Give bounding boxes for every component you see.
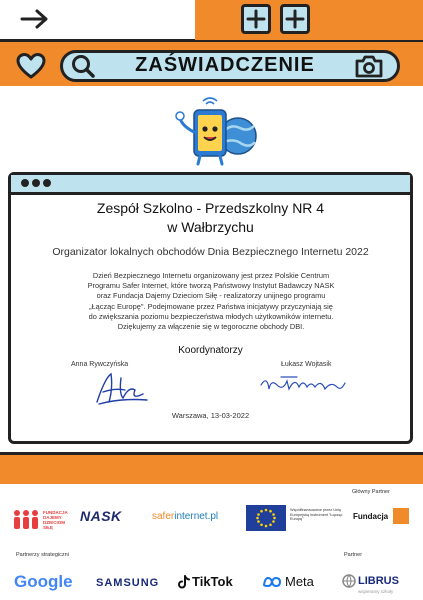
signature-1 [91, 368, 151, 408]
fundacja-line: SIŁĘ [43, 525, 54, 530]
orange-brand-square [393, 508, 409, 524]
internet-text: internet.pl [174, 511, 219, 522]
nask-logo: NASK [80, 508, 122, 524]
page-title: ZAŚWIADCZENIE [135, 54, 315, 76]
body-line: Dzień Bezpiecznego Internetu organizowany jest przez Polskie Centrum [92, 271, 330, 280]
coordinators-title: Koordynatorzy [178, 345, 243, 356]
partner-label: Partner [344, 552, 363, 558]
tablet-mascot-illustration [170, 96, 260, 168]
meta-text: Meta [285, 574, 314, 589]
body-line: do zwiększania poziomu bezpieczeństwa młodych użytkowników internetu. [88, 311, 334, 321]
librus-text: LIBRUS [358, 575, 399, 587]
certificate-window [8, 172, 413, 444]
fundacja-dajemy-dzieciom-sile-logo [12, 506, 72, 534]
new-tab-button[interactable] [241, 4, 271, 34]
meta-infinity-icon [262, 576, 282, 588]
heart-icon[interactable] [16, 52, 46, 80]
window-dot-icon [21, 179, 29, 187]
plus-icon [283, 7, 307, 31]
fundacja-line: DZIECIOM [43, 520, 65, 525]
eu-flag-icon [246, 505, 286, 531]
tab-strip [0, 0, 423, 42]
fundacja-text [43, 510, 68, 530]
organizer-line: Organizator lokalnych obchodów Dnia Bezpiecznego Internetu 2022 [52, 246, 369, 258]
tiktok-text: TikTok [192, 574, 233, 589]
fundacja-orange-logo: Fundacja [353, 512, 389, 521]
strategic-partners-label: Partnerzy strategiczni [16, 552, 69, 558]
place-and-date: Warszawa, 13-03-2022 [171, 411, 250, 420]
camera-icon[interactable] [354, 53, 384, 79]
meta-logo [262, 574, 314, 589]
fundacja-line: DAJEMY [43, 515, 62, 520]
school-name-line-2: w Wałbrzychu [167, 219, 254, 235]
body-line: oraz Fundacja Dajemy Dzieciom Siłę - realizatorzy unijnego programu [96, 291, 326, 301]
bottom-orange-bar [0, 452, 423, 484]
samsung-logo: SAMSUNG [96, 577, 160, 589]
body-line: „Łącząc Europę". Podejmowane przez Państwa inicjatywy przyczyniają się [89, 301, 333, 311]
tiktok-logo [178, 574, 233, 589]
coordinator-name-2: Łukasz Wojtasik [281, 361, 332, 368]
librus-globe-icon [342, 574, 356, 588]
window-dot-icon [43, 179, 51, 187]
window-dot-icon [32, 179, 40, 187]
google-logo [14, 572, 73, 592]
school-name-line-1: Zespół Szkolno - Przedszkolny NR 4 [96, 200, 325, 216]
children-figures-icon [12, 509, 40, 531]
librus-logo [342, 574, 399, 588]
certificate-body [51, 271, 371, 332]
coordinator-name-1: Anna Rywczyńska [71, 361, 129, 368]
add-button[interactable] [280, 4, 310, 34]
safer-text: safer [152, 511, 175, 522]
tiktok-note-icon [178, 575, 190, 589]
fundacja-line: FUNDACJA [43, 510, 68, 515]
eu-cofinancing-text: Współfinansowane przez Unię Europejską Instrument "Łącząc Europę" [290, 508, 343, 522]
window-title-bar [11, 175, 410, 195]
arrow-right-icon[interactable] [20, 8, 50, 30]
saferinternet-logo [152, 511, 218, 522]
plus-icon [244, 7, 268, 31]
body-line: Dziękujemy za włączenie się w tegoroczne obchody DBI. [117, 322, 305, 332]
search-icon[interactable] [70, 53, 96, 79]
body-line: Programu Safer Internet, które tworzą Państwowy Instytut Badawczy NASK [87, 281, 335, 291]
signature-2 [257, 371, 347, 397]
school-name [11, 199, 410, 237]
google-text: Google [14, 572, 73, 591]
main-partner-label: Główny Partner [352, 489, 390, 495]
librus-tagline: wspieramy szkoły [358, 589, 394, 594]
